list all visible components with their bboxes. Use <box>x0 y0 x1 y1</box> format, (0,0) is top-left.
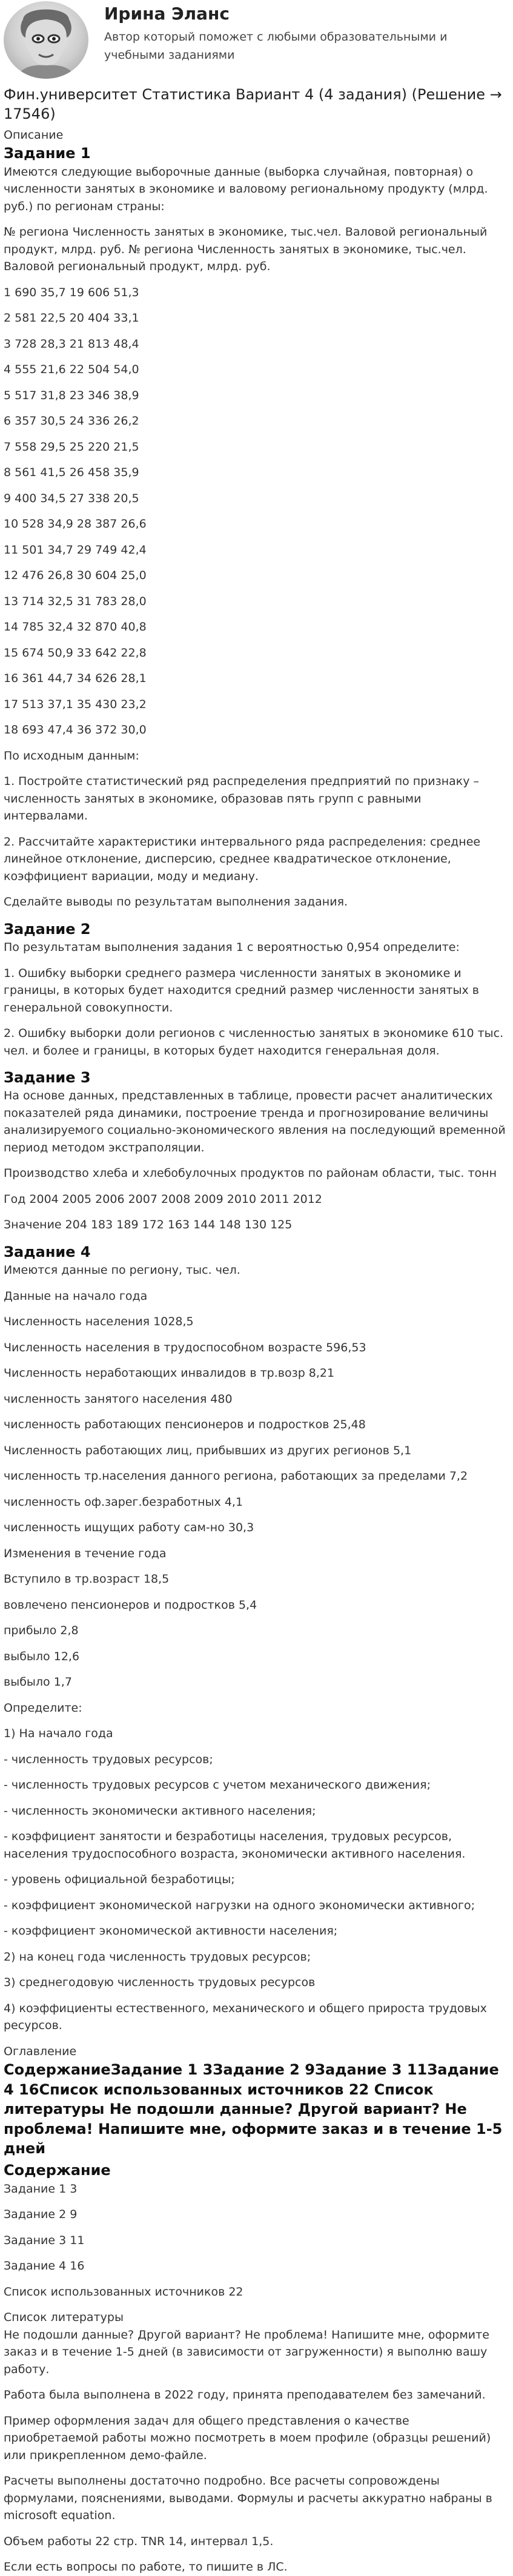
task4-line: 1) На начало года <box>4 1727 113 1741</box>
footer-paragraph: Работа была выполнена в 2022 году, принята преподавателем без замечаний. <box>4 2388 486 2402</box>
task1-row: 15 674 50,9 33 642 22,8 <box>4 646 147 660</box>
task4-intro: Имеются данные по региону, тыс. чел. <box>4 1263 240 1277</box>
task1-data-rows <box>4 284 507 739</box>
task4-line: выбыло 1,7 <box>4 1675 72 1689</box>
task4-line: - уровень официальной безработицы; <box>4 1873 235 1887</box>
task3-caption: Производство хлеба и хлебобулочных продуктов по районам области, тыс. тонн <box>4 1167 497 1180</box>
task4-line: Изменения в течение года <box>4 1546 167 1560</box>
task1-row: 11 501 34,7 29 749 42,4 <box>4 543 147 557</box>
task1-row: 1 690 35,7 19 606 51,3 <box>4 285 139 299</box>
task4-line: численность ищущих работу сам-но 30,3 <box>4 1521 254 1535</box>
task2-intro: По результатам выполнения задания 1 с вероятностью 0,954 определите: <box>4 941 460 955</box>
task4-line: прибыло 2,8 <box>4 1624 79 1638</box>
task4-line: 3) среднегодовую численность трудовых ресурсов <box>4 1976 316 1990</box>
task4-line: - численность трудовых ресурсов; <box>4 1752 213 1766</box>
toc-item: Задание 1 3 <box>4 2182 78 2196</box>
task1-source-label: По исходным данным: <box>4 749 139 763</box>
toc-label: Оглавление <box>4 2044 77 2058</box>
task1-heading: Задание 1 <box>4 145 91 162</box>
task4-line: численность оф.зарег.безработных 4,1 <box>4 1495 243 1509</box>
avatar[interactable] <box>4 1 88 79</box>
task1-row: 13 714 32,5 31 783 28,0 <box>4 594 147 608</box>
task4-line: численность работающих пенсионеров и подростков 25,48 <box>4 1418 366 1432</box>
task1-row: 2 581 22,5 20 404 33,1 <box>4 311 139 325</box>
toc-item: Задание 2 9 <box>4 2208 78 2222</box>
footer-paragraph: Если есть вопросы по работе, то пишите в ЛС. <box>4 2560 288 2574</box>
author-name[interactable]: Ирина Эланс <box>104 4 230 24</box>
task4-line: - коэффициент занятости и безработицы населения, трудовых ресурсов, населения трудоспособного возраста, экономически активного населения. <box>4 1830 466 1861</box>
task1-row: 9 400 34,5 27 338 20,5 <box>4 491 139 505</box>
task4-line: Численность неработающих инвалидов в тр.возр 8,21 <box>4 1366 335 1380</box>
task1-row: 6 357 30,5 24 336 26,2 <box>4 414 139 428</box>
task1-row: 3 728 28,3 21 813 48,4 <box>4 337 139 351</box>
footer-paragraph: Пример оформления задач для общего представления о качестве приобретаемой работы можно посмотреть в моем профиле (образцы решений) или прикрепленном демо-файле. <box>4 2414 491 2462</box>
task4-line: Вступило в тр.возраст 18,5 <box>4 1572 170 1586</box>
footer-paragraph: Не подошли данные? Другой вариант? Не проблема! Напишите мне, оформите заказ и в течение 1-5 дней (в зависимости от загруженности) я выполню вашу работу. <box>4 2328 489 2376</box>
task4-line: Численность населения 1028,5 <box>4 1315 194 1329</box>
task3-values: Значение 204 183 189 172 163 144 148 130 125 <box>4 1218 293 1232</box>
task4-line: - численность трудовых ресурсов с учетом механического движения; <box>4 1778 431 1792</box>
task1-table-header: № региона Численность занятых в экономике, тыс.чел. Валовой региональный продукт, млрд. руб. № региона Численность занятых в экономике, тыс.чел. Валовой региональный продукт, млрд. руб. <box>4 225 488 274</box>
toc-heading: Содержание <box>4 2162 111 2179</box>
task1-row: 5 517 31,8 23 346 38,9 <box>4 388 139 402</box>
task4-line: Определите: <box>4 1701 82 1715</box>
task1-row: 10 528 34,9 28 387 26,6 <box>4 517 147 531</box>
author-header <box>4 0 507 85</box>
toc-list <box>4 2180 507 2301</box>
author-description: Автор который поможет с любыми образовательными и учебными заданиями <box>104 30 448 62</box>
task1-row: 16 361 44,7 34 626 28,1 <box>4 672 147 686</box>
task4-heading: Задание 4 <box>4 1243 91 1260</box>
task4-line: Численность работающих лиц, прибывших из других регионов 5,1 <box>4 1443 412 1457</box>
task4-line: численность тр.населения данного региона, работающих за пределами 7,2 <box>4 1469 468 1483</box>
avatar-portrait-icon <box>4 1 88 79</box>
task4-lines <box>4 1288 507 2035</box>
task1-question-1: 1. Постройте статистический ряд распределения предприятий по признаку – численность занятых в экономике, образовав пять групп с равными интервалами. <box>4 775 480 823</box>
task1-row: 4 555 21,6 22 504 54,0 <box>4 363 139 377</box>
author-info <box>104 1 507 64</box>
task4-line: выбыло 12,6 <box>4 1649 80 1663</box>
task2-question-2: 2. Ошибку выборки доли регионов с численностью занятых в экономике 610 тыс. чел. и более и границы, в которых будет находится генеральная доля. <box>4 1027 504 1058</box>
task1-conclusion: Сделайте выводы по результатам выполнения задания. <box>4 895 348 909</box>
toc-item: Задание 3 11 <box>4 2233 85 2247</box>
task4-line: вовлечено пенсионеров и подростков 5,4 <box>4 1598 257 1612</box>
toc-item: Задание 4 16 <box>4 2259 85 2273</box>
task1-row: 7 558 29,5 25 220 21,5 <box>4 440 139 454</box>
task1-row: 18 693 47,4 36 372 30,0 <box>4 723 147 737</box>
task4-line: - коэффициент экономической активности населения; <box>4 1924 338 1938</box>
task1-row: 12 476 26,8 30 604 25,0 <box>4 569 147 583</box>
toc-summary: СодержаниеЗадание 1 3Задание 2 9Задание 3 11Задание 4 16Список использованных источников 22 Список литературы Не подошли данные? Другой вариант? Не проблема! Напишите мне, оформите заказ и в течение 1-5 дней <box>4 2061 503 2157</box>
footer-paragraph: Расчеты выполнены достаточно подробно. Все расчеты сопровождены формулами, пояснениями, выводами. Формулы и расчеты аккуратно набраны в microsoft equation. <box>4 2474 492 2523</box>
task3-intro: На основе данных, представленных в таблице, провести расчет аналитических показателей ряда динамики, построение тренда и прогнозирование величины анализируемого социально-экономического явления на последующий временной период методом экстраполяции. <box>4 1089 506 1154</box>
task1-row: 14 785 32,4 32 870 40,8 <box>4 620 147 634</box>
description-label: Описание <box>4 128 64 142</box>
task4-line: 2) на конец года численность трудовых ресурсов; <box>4 1950 311 1964</box>
task1-intro: Имеются следующие выборочные данные (выборка случайная, повторная) о численности занятых в экономике и валовому региональному продукту (млрд. руб.) по регионам страны: <box>4 165 488 213</box>
task1-question-2: 2. Рассчитайте характеристики интервального ряда распределения: среднее линейное отклонение, дисперсию, среднее квадратическое отклонение, коэффициент вариации, моду и медиану. <box>4 835 481 883</box>
task4-line: Данные на начало года <box>4 1289 148 1303</box>
task4-line: - коэффициент экономической нагрузки на одного экономически активного; <box>4 1898 475 1912</box>
task4-line: - численность экономически активного населения; <box>4 1804 316 1818</box>
page-title: Фин.университет Статистика Вариант 4 (4 задания) (Решение → 17546) <box>4 86 502 123</box>
task1-row: 17 513 37,1 35 430 23,2 <box>4 697 147 711</box>
task4-line: численность занятого населения 480 <box>4 1392 233 1406</box>
task2-question-1: 1. Ошибку выборки среднего размера численности занятых в экономике и границы, в которых будет находится средний размер численности занятых в генеральной совокупности. <box>4 966 479 1015</box>
task4-line: Численность населения в трудоспособном возрасте 596,53 <box>4 1340 366 1354</box>
task3-heading: Задание 3 <box>4 1069 91 1087</box>
task4-line: 4) коэффициенты естественного, механического и общего прироста трудовых ресурсов. <box>4 2001 487 2033</box>
task3-years: Год 2004 2005 2006 2007 2008 2009 2010 2011 2012 <box>4 1192 322 1206</box>
task1-row: 8 561 41,5 26 458 35,9 <box>4 466 139 480</box>
toc-item: Список использованных источников 22 <box>4 2285 243 2299</box>
literature-label: Список литературы <box>4 2311 124 2325</box>
footer-paragraph: Объем работы 22 стр. TNR 14, интервал 1,5. <box>4 2534 274 2548</box>
task2-heading: Задание 2 <box>4 920 91 938</box>
